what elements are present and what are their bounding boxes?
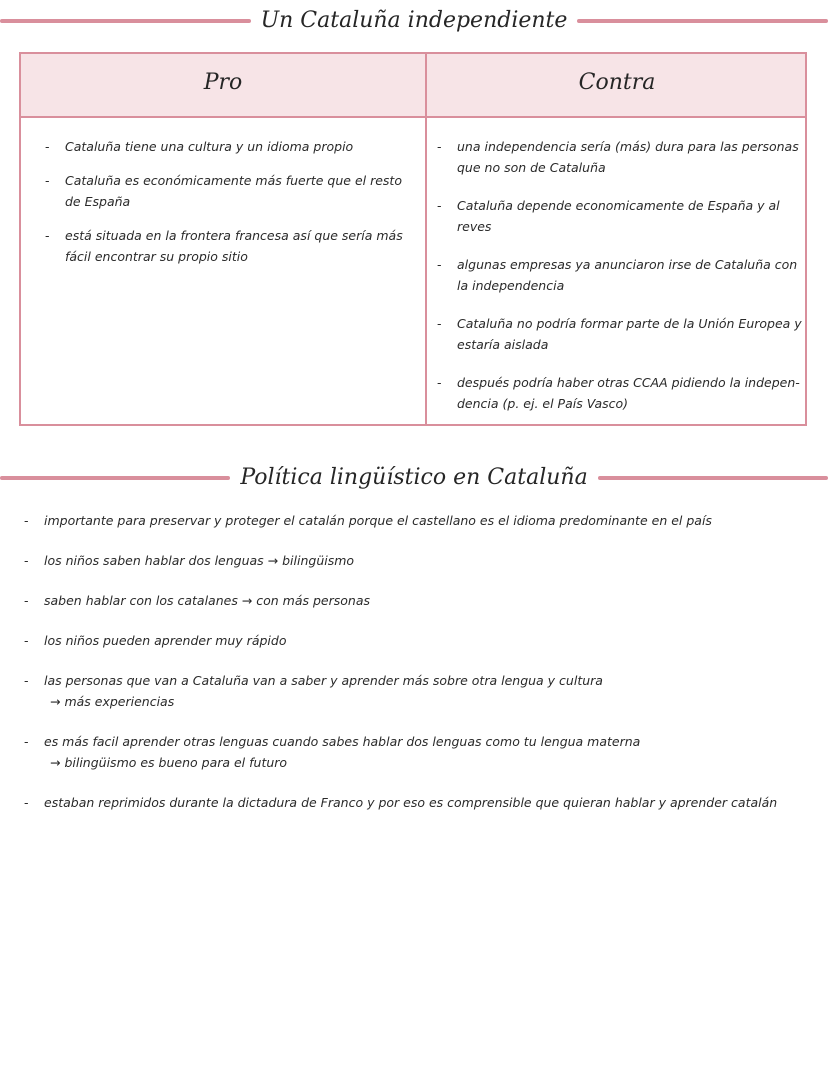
contra-header: Contra	[578, 70, 656, 95]
contra-item: - algunas empresas ya anunciaron irse de Cataluña con la independencia	[437, 257, 798, 293]
heading-rule-right	[577, 19, 828, 23]
page-title: Un Cataluña independiente	[260, 8, 568, 33]
list-item: - los niños saben hablar dos lenguas → bilingüismo	[24, 553, 355, 568]
list-item: - saben hablar con los catalanes → con más personas	[24, 593, 371, 608]
pro-item: - Cataluña es económicamente más fuerte que el resto de España	[45, 173, 402, 209]
pro-contra-table	[19, 52, 807, 426]
list-subitem: → bilingüismo es bueno para el futuro	[50, 755, 288, 770]
heading-rule-left	[0, 19, 251, 23]
contra-list	[437, 136, 803, 431]
list-subitem: → más experiencias	[50, 694, 175, 709]
column-divider	[425, 54, 427, 424]
heading-independence	[0, 8, 828, 33]
section-title: Política lingüístico en Cataluña	[240, 465, 588, 490]
contra-item: - una independencia sería (más) dura para las personas que no son de Cataluña	[437, 139, 799, 175]
list-item: - estaban reprimidos durante la dictadura de Franco y por eso es comprensible que quieran hablar y aprender catalán	[24, 795, 778, 810]
list-item: - importante para preservar y proteger el catalán porque el castellano es el idioma predominante en el país	[24, 513, 712, 528]
list-item: - las personas que van a Cataluña van a saber y aprender más sobre otra lengua y cultura → más experiencias	[24, 670, 824, 712]
heading-rule-right	[598, 476, 828, 480]
pro-item: - está situada en la frontera francesa así que sería más fácil encontrar su propio sitio	[45, 228, 403, 264]
pro-item: - Cataluña tiene una cultura y un idioma propio	[45, 139, 354, 154]
list-item: - los niños pueden aprender muy rápido	[24, 633, 287, 648]
contra-item: - después podría haber otras CCAA pidiendo la indepen- dencia (p. ej. el País Vasco)	[437, 375, 800, 411]
contra-item: - Cataluña no podría formar parte de la Unión Europea y estaría aislada	[437, 316, 802, 352]
contra-item: - Cataluña depende economicamente de España y al reves	[437, 198, 780, 234]
heading-rule-left	[0, 476, 230, 480]
pro-header: Pro	[203, 70, 243, 95]
list-item: - es más facil aprender otras lenguas cuando sabes hablar dos lenguas como tu lengua materna → bilingüismo es bueno para el futuro	[24, 731, 824, 773]
language-policy-list	[24, 510, 824, 832]
heading-language-policy	[0, 465, 828, 490]
pro-list	[45, 136, 417, 280]
